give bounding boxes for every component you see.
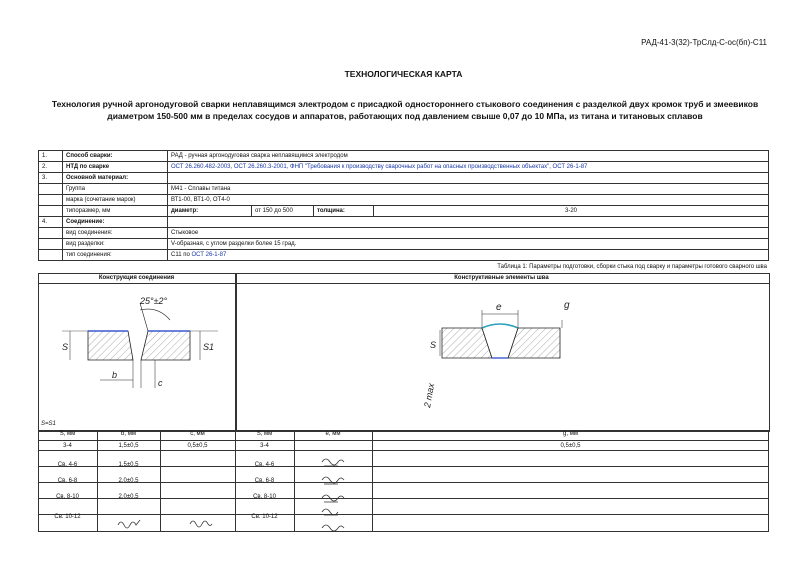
- params-table: [38, 150, 769, 261]
- thickness-value: 3-20: [374, 206, 769, 217]
- header-g: g, мм: [563, 431, 578, 437]
- weld-elements-drawing: [400, 290, 600, 418]
- row1-g: 0,5±0,5: [560, 443, 581, 449]
- row-label: типоразмер, мм: [63, 206, 168, 217]
- scribble-e-values: [318, 452, 358, 532]
- header-b: b, мм: [121, 431, 136, 437]
- row2-s: Св. 4-6: [57, 462, 78, 468]
- row-value: V-образная, с углом разделки более 15 град.: [168, 239, 769, 250]
- row3-b: 2,0±0,5: [118, 478, 139, 484]
- header-c: c, мм: [190, 431, 205, 437]
- joint-code-by: по: [183, 252, 190, 258]
- row2-s-right: Св. 4-6: [254, 462, 275, 468]
- table-row: [39, 173, 769, 184]
- row-number: 2.: [39, 162, 63, 173]
- scribble-c-last: [188, 516, 218, 530]
- row-label: НТД по сварке: [63, 162, 168, 173]
- row5-s: Св. 10-12: [54, 514, 81, 520]
- table-row: [39, 217, 769, 228]
- thickness-label: толщина:: [314, 206, 374, 217]
- e-label: e: [496, 302, 502, 313]
- table-caption: Таблица 1: Параметры подготовки, сборки стыка под сварку и параметры готового сварного шва: [497, 264, 767, 270]
- g-label: g: [564, 300, 570, 311]
- table-row: [39, 206, 769, 217]
- row-value: Стыковое: [168, 228, 769, 239]
- row1-s: 3-4: [63, 443, 72, 449]
- row-value: ОСТ 26.260.482-2003, ОСТ 26.260.3-2001, ФНП "Требования к производству сварочных работ на опасных производственных объектах", ОСТ 26-1-87: [168, 162, 769, 173]
- s-label: S: [62, 342, 69, 352]
- row-label: марка (сочетание марок): [63, 195, 168, 206]
- row-label: вид соединения:: [63, 228, 168, 239]
- c-label: c: [158, 378, 163, 388]
- table-row: [39, 184, 769, 195]
- page-title: ТЕХНОЛОГИЧЕСКАЯ КАРТА: [344, 69, 463, 79]
- table-row: [39, 250, 769, 261]
- row3-s: Св. 6-8: [57, 478, 78, 484]
- row2-b: 1,5±0,5: [118, 462, 139, 468]
- scribble-b-last: [116, 516, 146, 530]
- row1-c: 0,5±0,5: [187, 443, 208, 449]
- b-label: b: [112, 370, 118, 380]
- page-subtitle: Технология ручной аргонодуговой сварки неплавящимся электродом с присадкой одностороннего стыкового соединения с разделкой двух кромок труб и змеевиков диаметром 150-500 мм в пределах сосудов и аппаратов, работающих под давлением свыше 0,07 до 10 МПа, из титана и титановых сплавов: [51, 99, 759, 121]
- table-row: [39, 228, 769, 239]
- diameter-label: диаметр:: [168, 206, 252, 217]
- row-number: 4.: [39, 217, 63, 228]
- right-header: Конструктивные элементы шва: [454, 275, 549, 281]
- diameter-value: от 150 до 500: [252, 206, 314, 217]
- row-label: Соединение:: [63, 217, 168, 228]
- row1-b: 1,5±0,5: [118, 443, 139, 449]
- row-value: ВТ1-00, ВТ1-0, ОТ4-0: [168, 195, 769, 206]
- header-s-right: S, мм: [256, 431, 273, 437]
- header-e: e, мм: [325, 431, 341, 437]
- row-label: Основной материал:: [63, 173, 168, 184]
- row-value: РАД - ручная аргонодуговая сварка неплавящимся электродом: [168, 151, 769, 162]
- note-ss1: S=S1: [41, 421, 56, 427]
- angle-label: 25°±2°: [140, 296, 168, 306]
- row1-s-right: 3-4: [260, 443, 269, 449]
- row-label: вид разделки:: [63, 239, 168, 250]
- weld-params-grid: [38, 430, 769, 532]
- max-label: 2 max: [422, 382, 437, 409]
- row4-b: 2,0±0,5: [118, 494, 139, 500]
- s-label-right: S: [430, 340, 437, 350]
- s1-label: S1: [203, 342, 215, 352]
- joint-standard-link[interactable]: ОСТ 26-1-87: [191, 252, 227, 258]
- row-value: [168, 250, 769, 261]
- document-code: РАД-41-3(32)-ТрСлд-С-ос(бп)-С11: [641, 38, 767, 47]
- row4-s: Св. 8-10: [56, 494, 79, 500]
- left-header: Конструкция соединения: [98, 275, 175, 281]
- row3-s-right: Св. 6-8: [254, 478, 275, 484]
- row-value: М41 - Сплавы титана: [168, 184, 769, 195]
- row-number: 3.: [39, 173, 63, 184]
- table-row: [39, 151, 769, 162]
- row5-s-right: Св. 10-12: [251, 514, 278, 520]
- row-label: Группа: [63, 184, 168, 195]
- joint-design-drawing: [40, 288, 232, 418]
- joint-code: С11: [171, 252, 182, 258]
- table-row: [39, 195, 769, 206]
- row4-s-right: Св. 8-10: [253, 494, 276, 500]
- row-label: Способ сварки:: [63, 151, 168, 162]
- table-row: [39, 162, 769, 173]
- header-s-left: S, мм: [59, 431, 76, 437]
- row-label: тип соединения:: [63, 250, 168, 261]
- row-number: 1.: [39, 151, 63, 162]
- table-row: [39, 239, 769, 250]
